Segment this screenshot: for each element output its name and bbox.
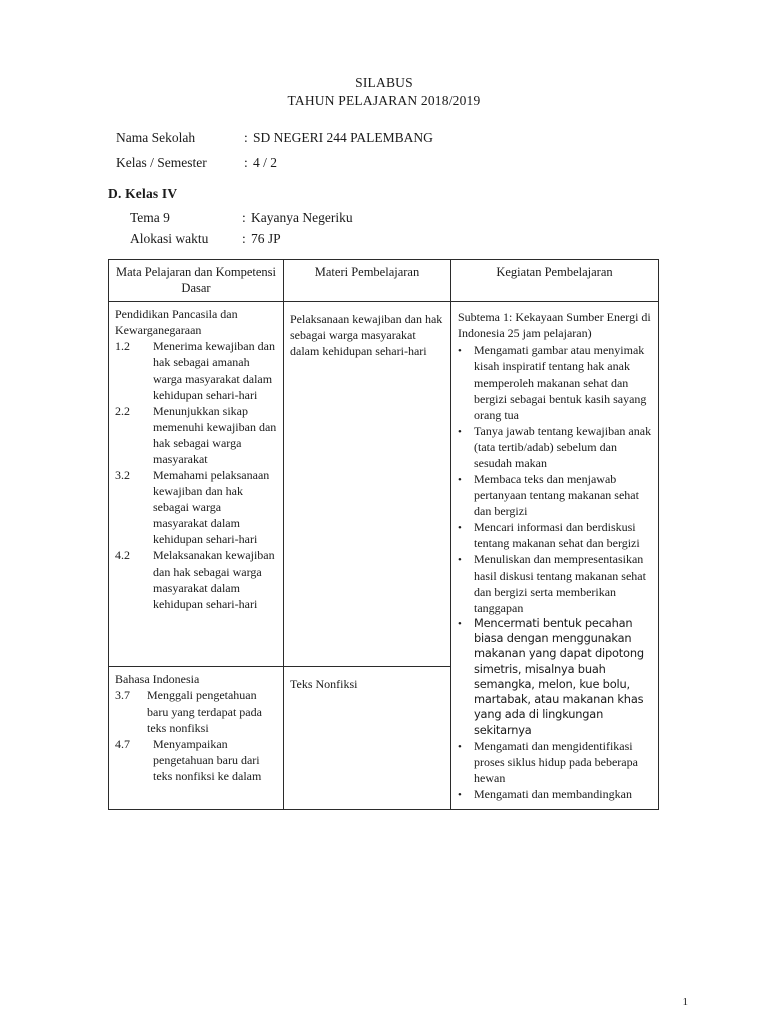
document-title: SILABUS (355, 75, 413, 90)
activity-item (458, 342, 652, 422)
materi-bahasa-text: Teks Nonfiksi (290, 677, 358, 692)
activity-text: Membaca teks dan menjawab pertanyaan tentang makanan sehat dan bergizi (474, 472, 639, 519)
table-row (109, 302, 659, 667)
column-header-materi: Materi Pembelajaran (284, 260, 451, 302)
activity-text: Menuliskan dan mempresentasikan hasil diskusi tentang makanan sehat dan bergizi serta memberikan tanggapan (474, 552, 646, 615)
document-subtitle: TAHUN PELAJARAN 2018/2019 (287, 93, 481, 109)
competency-text: Menggali pengetahuan baru yang terdapat pada teks nonfiksi (147, 688, 262, 735)
activity-text: Tanya jawab tentang kewajiban anak (tata tertib/adab) sebelum dan sesudah makan (474, 423, 652, 470)
activity-item (458, 738, 652, 786)
competency-text: Melaksanakan kewajiban dan hak sebagai warga masyarakat dalam kehidupan sehari-hari (153, 548, 275, 611)
competency-number: 2.2 (115, 403, 130, 418)
document-title-block (0, 74, 768, 110)
activity-bullet-list (458, 342, 652, 803)
time-allocation-label: Alokasi waktu (130, 230, 209, 246)
competency-number: 4.7 (115, 736, 130, 751)
competency-text: Menyampaikan pengetahuan baru dari teks nonfiksi ke dalam (153, 736, 262, 783)
identity-row-school (116, 126, 676, 151)
theme-block (130, 208, 630, 250)
identity-block (116, 126, 676, 176)
activity-text: Mencari informasi dan berdiskusi tentang makanan sehat dan bergizi (474, 520, 640, 551)
competency-number: 4.2 (115, 548, 130, 563)
time-allocation-colon: : (242, 230, 246, 246)
theme-label: Tema 9 (130, 210, 170, 225)
competency-text: Menunjukkan sikap memenuhi kewajiban dan hak sebagai warga masyarakat (153, 403, 277, 466)
bullet-point-icon: • (458, 617, 462, 630)
competency-text: Memahami pelaksanaan kewajiban dan hak sebagai warga masyarakat dalam kehidupan sehari-hari (153, 468, 270, 547)
bullet-point-icon: • (458, 554, 462, 567)
competency-item (115, 338, 278, 402)
theme-value: Kayanya Negeriku (251, 210, 353, 225)
subtema-heading: Subtema 1: Kekayaan Sumber Energi di Indonesia 25 jam pelajaran) (458, 310, 651, 341)
syllabus-table (108, 259, 659, 810)
section-heading: D. Kelas IV (108, 186, 178, 201)
subject-name: Pendidikan Pancasila dan Kewarganegaraan (115, 307, 238, 338)
school-value: SD NEGERI 244 PALEMBANG (253, 130, 433, 145)
activity-text: Mengamati dan mengidentifikasi proses siklus hidup pada beberapa hewan (474, 738, 638, 786)
class-label: Kelas / Semester (116, 154, 207, 170)
bullet-point-icon: • (458, 789, 462, 802)
subject-name: Bahasa Indonesia (115, 672, 200, 687)
competency-item (115, 467, 278, 547)
competency-item (115, 403, 278, 467)
activity-item (458, 423, 652, 471)
theme-colon: : (242, 210, 246, 225)
kompetensi-ppkn-content (109, 302, 283, 617)
kegiatan-content (451, 302, 658, 809)
cell-kompetensi-bahasa-indonesia (109, 667, 284, 810)
kompetensi-bahasa-content (109, 667, 283, 790)
activity-text: Mencermati bentuk pecahan biasa dengan menggunakan makanan yang dapat dipotong simetris, misalnya buah semangka, melon, kue bolu, martabak, atau makanan khas yang ada di lingkungan sekitarnya (474, 615, 644, 737)
competency-text: Menerima kewajiban dan hak sebagai amanah warga masyarakat dalam kehidupan sehari-hari (153, 339, 275, 402)
materi-ppkn-text: Pelaksanaan kewajiban dan hak sebagai warga masyarakat dalam kehidupan sehari-hari (290, 312, 443, 359)
bullet-point-icon: • (458, 522, 462, 535)
class-colon: : (244, 154, 248, 170)
competency-number: 3.2 (115, 468, 130, 483)
class-value: 4 / 2 (253, 154, 278, 170)
school-label: Nama Sekolah (116, 130, 196, 145)
column-header-kegiatan: Kegiatan Pembelajaran (451, 260, 659, 302)
table-header-row (109, 260, 659, 302)
identity-row-class (116, 151, 676, 176)
activity-item (458, 786, 652, 803)
bullet-point-icon: • (458, 474, 462, 487)
competency-item (115, 547, 278, 611)
column-header-kompetensi: Mata Pelajaran dan Kompetensi Dasar (109, 260, 284, 302)
competency-number: 1.2 (115, 339, 130, 354)
cell-kegiatan-pembelajaran (451, 302, 659, 810)
activity-item (458, 471, 652, 519)
competency-item (115, 736, 278, 784)
competency-number: 3.7 (115, 688, 130, 703)
bullet-point-icon: • (458, 345, 462, 358)
competency-item (115, 687, 278, 735)
activity-text: Mengamati gambar atau menyimak kisah inspiratif tentang hak anak memperoleh makanan sehat dan bergizi sebagai bentuk kasih sayang orang tua (474, 343, 647, 422)
activity-item (458, 519, 652, 551)
theme-row (130, 208, 630, 229)
activity-item (458, 551, 652, 615)
bullet-point-icon: • (458, 740, 462, 753)
activity-item (458, 616, 652, 738)
cell-kompetensi-ppkn (109, 302, 284, 667)
school-colon: : (244, 130, 248, 145)
page-number: 1 (682, 996, 688, 1008)
activity-text: Mengamati dan membandingkan (474, 787, 632, 802)
bullet-point-icon: • (458, 425, 462, 438)
cell-materi-ppkn (284, 302, 451, 667)
cell-materi-bahasa-indonesia (284, 667, 451, 810)
time-allocation-value: 76 JP (251, 230, 281, 246)
time-allocation-row (130, 229, 630, 250)
